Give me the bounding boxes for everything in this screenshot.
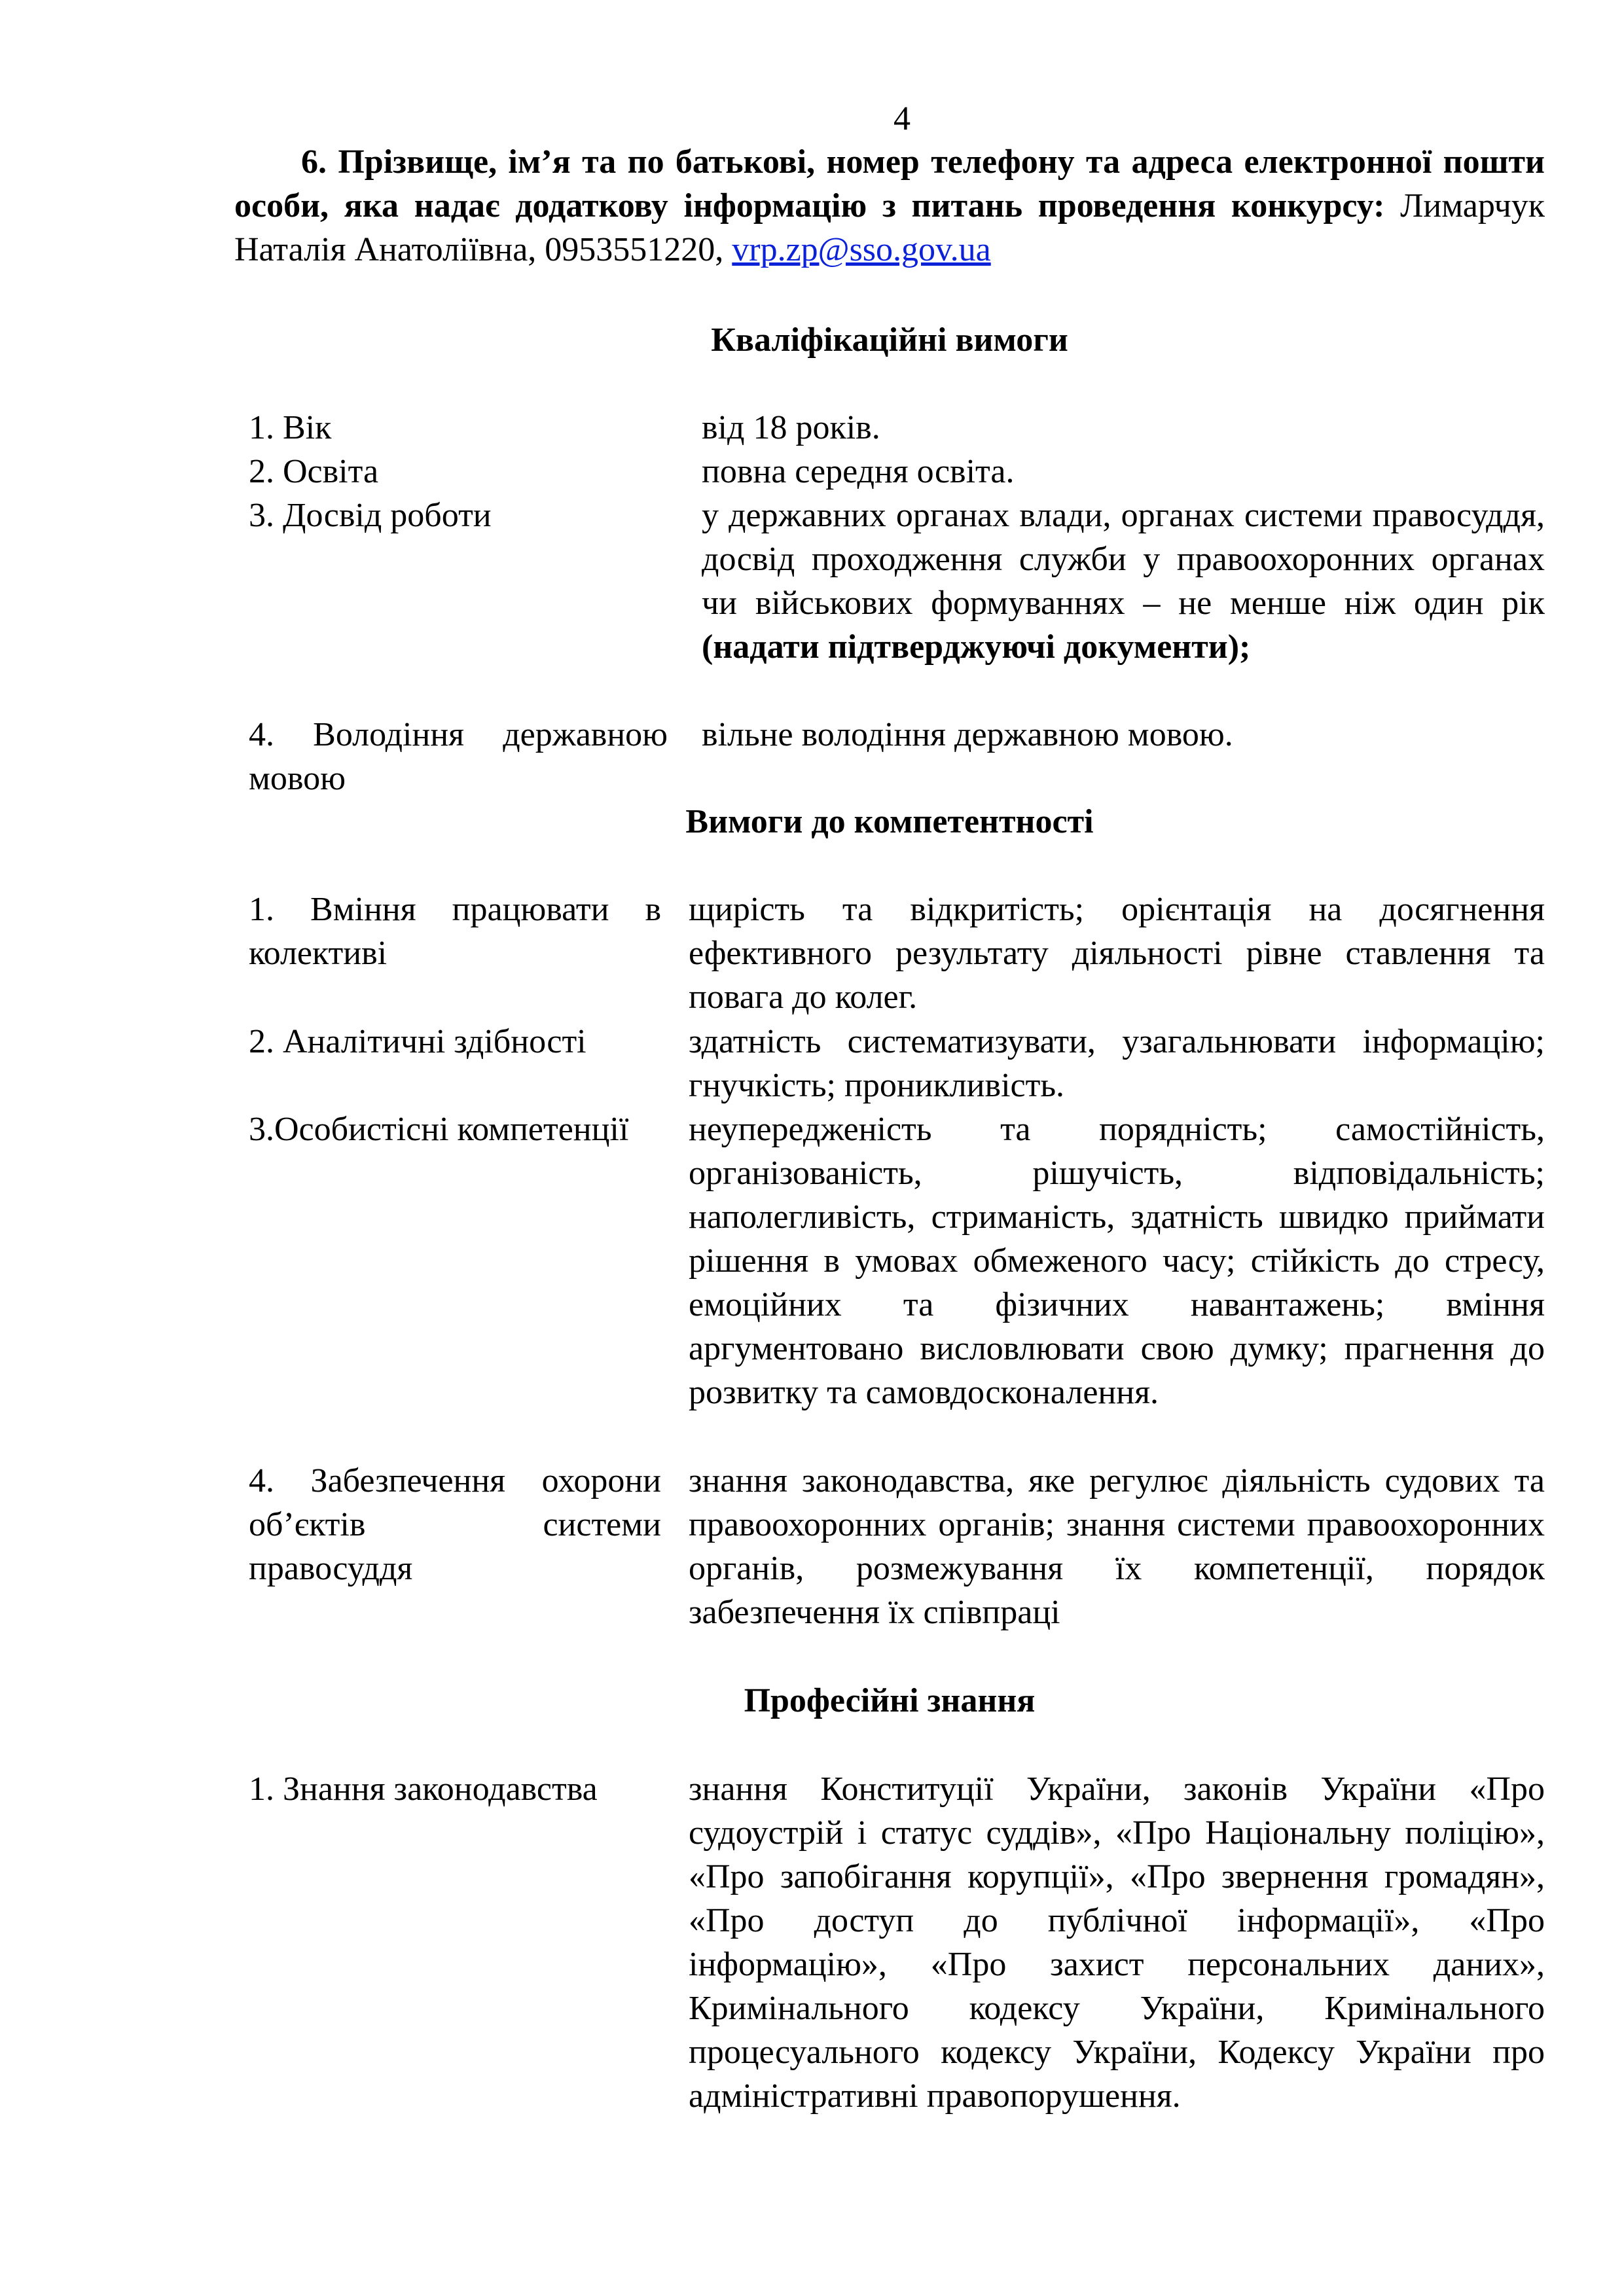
row-label: 3. Досвід роботи [249, 497, 492, 534]
page-number: 4 [893, 100, 911, 137]
row-value: повна середня освіта. [702, 453, 1015, 490]
row-label: 4. Володіння державною мовою [249, 716, 668, 797]
row-value: знання Конституції України, законів України «Про судоустрій і статус суддів», «Про Національну поліцію», «Про запобігання корупції», «Про звернення громадян», «Про доступ до публічної інформації», «Про інформацію», «Про захист персональних даних», Кримінального кодексу України, Кримінального процесуального кодексу України, Кодексу України про адміністративні правопорушення. [689, 1770, 1545, 2115]
row-label: 1. Вміння працювати в колективі [249, 891, 661, 972]
row-value-bold: (надати підтверджуючі документи); [702, 628, 1251, 666]
contact-paragraph [234, 140, 1545, 272]
row-value: знання законодавства, яке регулює діяльність судових та правоохоронних органів; знання системи правоохоронних органів, розмежування їх компетенції, порядок забезпечення їх співпраці [689, 1462, 1545, 1631]
contact-label: 6. Прізвище, ім’я та по батькові, номер телефону та адреса електронної пошти особи, яка надає додаткову інформацію з питань проведення конкурсу: [234, 143, 1545, 224]
row-label: 4. Забезпечення охорони об’єктів системи правосуддя [249, 1462, 661, 1587]
row-label: 2. Освіта [249, 453, 379, 490]
professional-heading: Професійні знання [744, 1682, 1036, 1719]
row-value-text: у державних органах влади, органах системи правосуддя, досвід проходження служби у правоохоронних органах чи військових формуваннях – не менше ніж один рік [702, 497, 1545, 622]
contact-value: Лимарчук Наталія Анатоліївна, 0953551220, [234, 187, 1545, 268]
row-label: 2. Аналітичні здібності [249, 1023, 586, 1060]
row-value [702, 493, 1545, 669]
qualification-heading: Кваліфікаційні вимоги [711, 321, 1068, 359]
row-value: щирість та відкритість; орієнтація на досягнення ефективного результату діяльності рівне ставлення та повага до колег. [689, 891, 1545, 1016]
row-value: вільне володіння державною мовою. [702, 716, 1233, 753]
row-label: 3.Особистісні компетенції [249, 1111, 629, 1148]
row-label: 1. Вік [249, 409, 332, 446]
row-value: здатність систематизувати, узагальнювати інформацію; гнучкість; проникливість. [689, 1023, 1545, 1104]
row-value: від 18 років. [702, 409, 880, 446]
row-label: 1. Знання законодавства [249, 1770, 598, 1808]
competence-heading: Вимоги до компетентності [685, 803, 1094, 840]
row-value: неупередженість та порядність; самостійність, організованість, рішучість, відповідальність; наполегливість, стриманість, здатність швидко приймати рішення в умовах обмеженого часу; стійкість до стресу, емоційних та фізичних навантажень; вміння аргументовано висловлювати свою думку; прагнення до розвитку та самовдосконалення. [689, 1111, 1545, 1411]
contact-email-link[interactable]: vrp.zp@sso.gov.ua [732, 231, 991, 268]
